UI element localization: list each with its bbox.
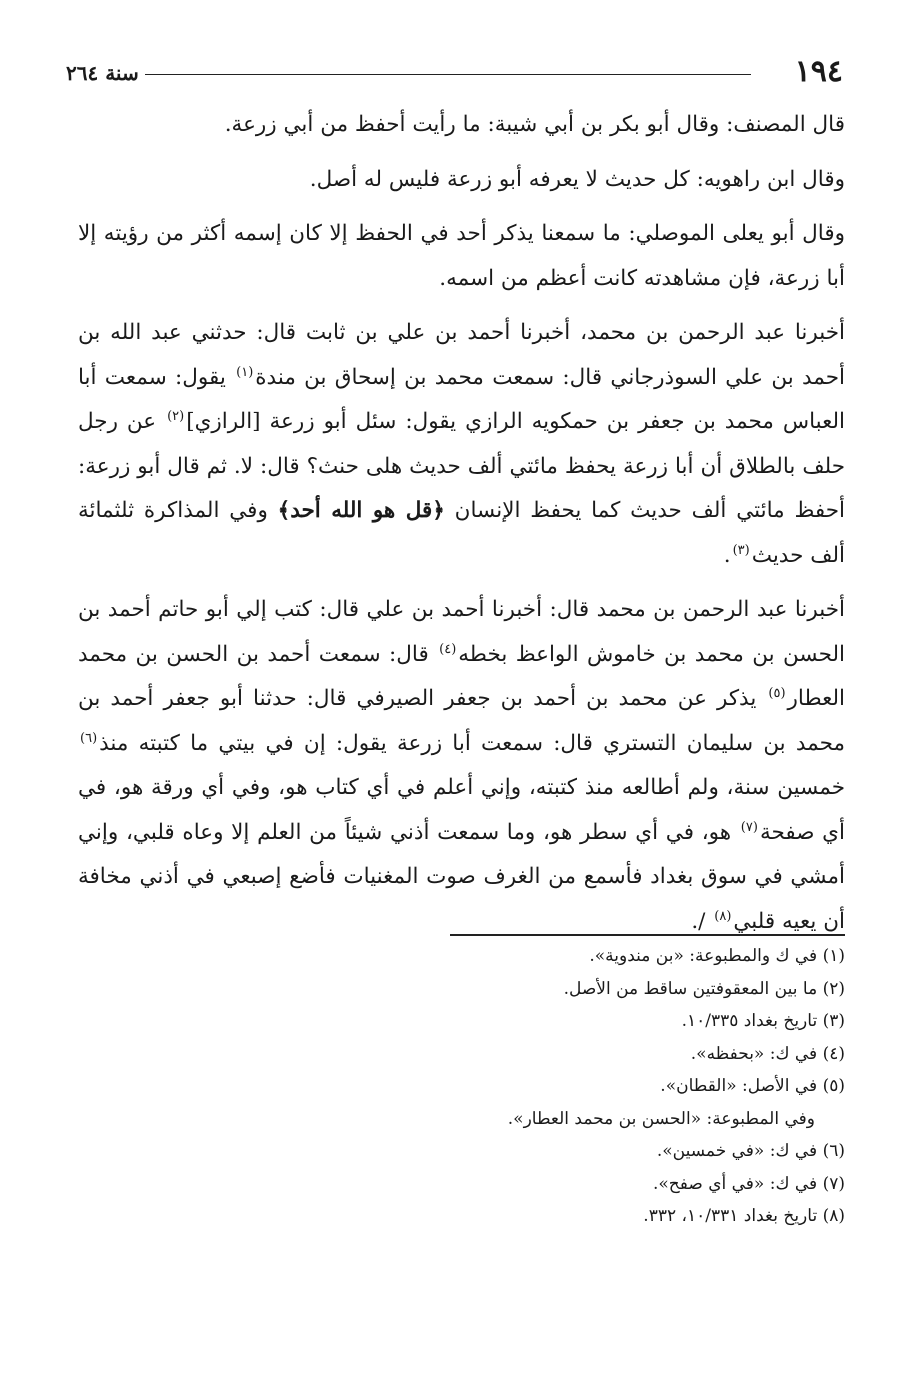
body-paragraph <box>78 103 845 148</box>
paragraph-text: أخبرنا عبد الرحمن بن محمد، أخبرنا أحمد بن علي بن ثابت قال: حدثني عبد الله بن أحمد بن علي السوذرجاني قال: سمعت محمد بن إسحاق بن مندة <box>78 320 845 390</box>
body-text <box>78 103 845 954</box>
body-paragraph <box>78 212 845 301</box>
paragraph-text: خمسين سنة، ولم أطالعه منذ كتبته، وإني أعلم في أي كتاب هو، وفي أي ورقة هو، في أي صفحة <box>78 775 845 845</box>
paragraph-text: أخبرنا عبد الرحمن بن محمد قال: أخبرنا أحمد بن علي قال: كتب إلي أبو حاتم أحمد بن الحسن بن محمد بن خاموش الواعظ بخطه <box>78 597 845 667</box>
paragraph-text: يذكر عن محمد بن أحمد بن جعفر الصيرفي قال: حدثنا أبو جعفر أحمد بن محمد بن سليمان التستري قال: سمعت أبا زرعة يقول: إن في بيتي ما كتبته منذ <box>78 686 845 756</box>
running-head: سنة ٢٦٤ <box>66 61 139 85</box>
paragraph-text: /. <box>691 908 713 934</box>
footnote-item: وفي المطبوعة: «الحسن بن محمد العطار». <box>507 1108 815 1129</box>
paragraph-text: قال: سمعت أحمد بن الحسن بن محمد العطار <box>78 641 845 711</box>
body-paragraph <box>78 158 845 203</box>
footnote-marker: (٨) <box>714 908 732 924</box>
paragraph-text: هو، في أي سطر هو، وما سمعت أذني شيئاً من العلم إلا وعاه قلبي، وإني أمشي في سوق بغداد فأسمع من الغرف صوت المغنيات فأضع إصبعي في أذني مخافة أن يعيه قلبي <box>78 819 845 934</box>
paragraph-text: . <box>723 542 731 568</box>
footnotes <box>78 940 845 1233</box>
paragraph-text: وقال أبو يعلى الموصلي: ما سمعنا يذكر أحد في الحفظ إلا كان إسمه أكثر من رؤيته إلا أبا زرعة، فإن مشاهدته كانت أعظم من اسمه. <box>78 221 845 291</box>
footnote-item: (٣) تاريخ بغداد ١٠/٣٣٥. <box>681 1011 845 1031</box>
paragraph-text: عن رجل حلف بالطلاق أن أبا زرعة يحفظ مائتي ألف حديث هلى حنث؟ قال: لا. ثم قال أبو زرعة: أحفظ مائتي ألف حديث كما يحفظ الإنسان <box>78 409 846 523</box>
paragraph-text: يقول: سمعت أبا العباس محمد بن جعفر بن حمكويه الرازي يقول: سئل أبو زرعة [الرازي] <box>78 364 845 434</box>
footnote-item: (٨) تاريخ بغداد ١٠/٣٣١، ٣٣٢. <box>643 1206 845 1226</box>
footnote-item: (٦) في ك: «في خمسين». <box>656 1141 845 1161</box>
footnote-marker: (٧) <box>740 819 758 835</box>
footnote-item: (١) في ك والمطبوعة: «بن مندوية». <box>589 946 845 966</box>
footnote-marker: (٤) <box>439 641 457 657</box>
footnote-marker: (٣) <box>732 542 750 558</box>
footnote-rule <box>450 934 845 936</box>
footnote-item: (٤) في ك: «بحفظه». <box>690 1043 845 1064</box>
footnote-marker: (٥) <box>768 686 786 701</box>
paragraph-text: وقال ابن راهويه: كل حديث لا يعرفه أبو زرعة فليس له أصل. <box>309 166 845 192</box>
footnote-marker: (٢) <box>167 409 185 424</box>
paragraph-text: وفي المذاكرة ثلثمائة ألف حديث <box>78 498 845 568</box>
footnote-item: (٢) ما بين المعقوفتين ساقط من الأصل. <box>563 978 845 999</box>
body-paragraph <box>78 588 845 944</box>
paragraph-text: قال المصنف: وقال أبو بكر بن أبي شيبة: ما رأيت أحفظ من أبي زرعة. <box>224 112 845 137</box>
quran-quote: ﴿قل هو الله أحد﴾ <box>277 498 445 523</box>
footnote-marker: (٦) <box>80 730 98 746</box>
body-paragraph <box>78 311 845 578</box>
footnote-marker: (١) <box>236 364 254 380</box>
footnote-item: (٥) في الأصل: «القطان». <box>660 1076 845 1096</box>
page-number: ١٩٤ <box>794 54 843 89</box>
header-rule <box>145 74 751 75</box>
footnote-item: (٧) في ك: «في أي صفح». <box>652 1173 845 1194</box>
